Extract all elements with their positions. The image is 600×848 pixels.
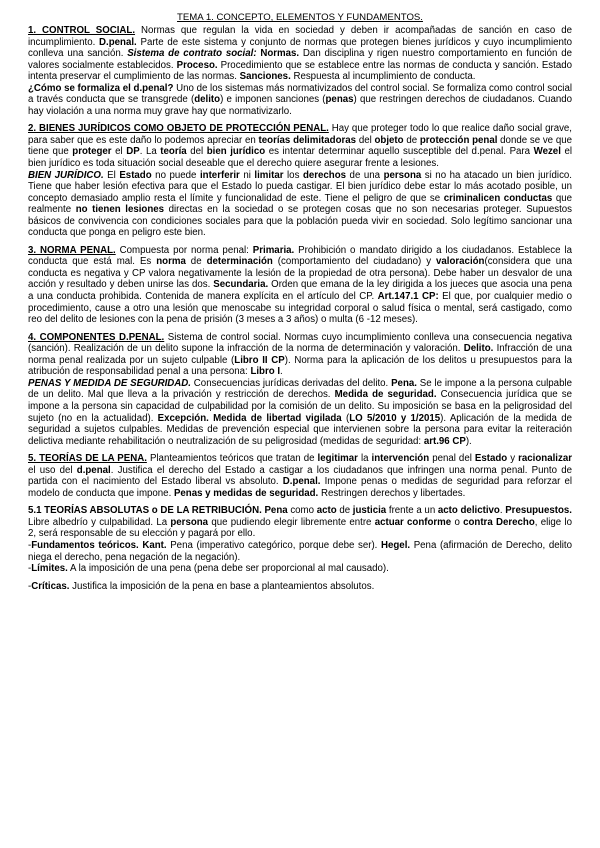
bold-term: norma <box>156 256 186 268</box>
text-run: los <box>283 169 303 181</box>
bold-term: Pena. <box>391 377 417 389</box>
bold-term: no tienen lesiones <box>75 204 165 216</box>
text-run: . La <box>139 146 161 158</box>
bold-term: justicia <box>352 505 387 517</box>
text-run: de <box>336 505 353 517</box>
bold-term: limitar <box>254 169 284 181</box>
section-heading: 1. CONTROL SOCIAL. <box>28 25 136 36</box>
text-run: el uso del <box>28 464 77 476</box>
text-run: Compuesta por norma penal: <box>115 244 253 256</box>
text-run: Normas que regulan la vida en sociedad y deben ir acompañadas de sanción en caso de incumplimiento. <box>28 25 572 48</box>
text-run: (considera que una conducta es negativa y CP valora negativamente la lesión de la propiedad de otra persona). Debe haber un desvalor de una acción y resultado y deben unirse las dos. <box>28 256 572 291</box>
text-run: y <box>507 453 519 465</box>
bold-term: persona <box>170 516 209 528</box>
text-run: Consecuencias jurídicas derivadas del delito. <box>190 377 392 389</box>
text-run: (comportamiento del ciudadano) y <box>272 256 437 268</box>
text-run: directas en la sociedad o se protegen cosas que no son necesarias proteger. Supuestos básicos de convivencia con condiciones sociales para que la población pueda vivir en sociedad. Solo legítimo sancionar una conducta que ponga en peligro este bien. <box>28 204 572 239</box>
bold-term: Primaria. <box>252 244 295 256</box>
bold-term: Wezel <box>533 146 561 158</box>
paragraph <box>28 245 572 326</box>
subheading: PENAS Y MEDIDA DE SEGURIDAD. <box>28 377 191 389</box>
text-run: es intentar determinar aquello susceptible del d.penal. Para <box>265 146 534 158</box>
bold-term: d.penal <box>76 464 111 476</box>
bold-term: interferir <box>199 169 240 181</box>
bold-term: penas <box>325 94 354 106</box>
bold-term: Libro I <box>250 366 281 378</box>
text-run: - <box>28 580 32 592</box>
bold-term: determinación <box>206 256 273 268</box>
document-title: TEMA 1. CONCEPTO, ELEMENTOS Y FUNDAMENTOS. <box>177 12 423 23</box>
section-heading: 2. BIENES JURÍDICOS COMO OBJETO DE PROTECCIÓN PENAL. <box>28 123 329 135</box>
bold-term: acto <box>316 505 337 517</box>
bold-term: D.penal. <box>99 36 137 48</box>
text-run: ( <box>341 412 350 424</box>
bold-term: Límites. <box>31 563 68 575</box>
paragraph <box>28 505 572 540</box>
text-run: Se le impone a la persona culpable de un delito. Mal que lleva a la privación y restricción de derechos. <box>28 377 572 401</box>
text-run: Orden que emana de la ley dirigida a los jueces que asocia una pena a una conducta prohibida. Contenida de manera explícita en el artículo del CP. <box>28 279 572 303</box>
text-run: no puede <box>151 169 200 181</box>
bold-term: Art.147.1 CP: <box>377 291 439 303</box>
text-run: Planteamientos teóricos que tratan de <box>146 453 318 465</box>
bold-term: 5.1 TEORÍAS ABSOLUTAS o DE LA RETRIBUCIÓN. Pena <box>28 505 288 517</box>
text-run: - <box>28 539 32 551</box>
paragraph <box>28 83 572 118</box>
bold-term: derechos <box>302 169 347 181</box>
text-run: Libre albedrío y culpabilidad. La <box>28 516 171 528</box>
text-run: el <box>111 146 127 158</box>
bold-term: racionalizar <box>518 453 572 465</box>
text-run: - <box>28 563 32 575</box>
text-run: El que, por cualquier medio o procedimiento, cause a otro una lesión que menoscabe su integridad corporal o salud física o mental, será castigado, como reo del delito de lesiones con la pena de prisión (3 meses a 3 años) o multa (6 -12 meses). <box>28 291 572 326</box>
bold-term: Fundamentos teóricos. Kant. <box>31 539 167 551</box>
bold-term: legitimar <box>317 453 358 465</box>
text-run: Sistema de control social. Normas cuyo incumplimiento conlleva una consecuencia negativa (sanción). Realización de un delito supone la infracción de la norma de determinación y valoración. <box>28 331 572 355</box>
text-run: el bien jurídico es toda situación social deseable que el derecho quiere asegurar frente a lesiones. <box>28 146 572 170</box>
document-body <box>28 25 572 592</box>
bold-term: valoración <box>436 256 485 268</box>
text-run: que pudiendo elegir libremente entre <box>208 516 375 528</box>
text-run: . <box>280 366 283 378</box>
bold-term: Estado <box>119 169 152 181</box>
text-run: , elige lo 2, será responsable de su elección y pagará por ello. <box>28 516 572 540</box>
text-run: Justifica la imposición de la pena en base a planteamientos absolutos. <box>69 580 375 592</box>
text-run: de <box>403 134 420 146</box>
text-run: Pena (afirmación de Derecho, delito niega el derecho, pena negación de la negación). <box>28 539 572 563</box>
text-run: A la imposición de una pena (pena debe ser proporcional al mal causado). <box>67 563 389 575</box>
text-run: Hay que proteger todo lo que realice daño social grave, para saber que es este daño lo podemos apreciar en <box>28 123 572 146</box>
bold-term: intervención <box>371 453 430 465</box>
bold-term: art.96 CP <box>423 435 466 447</box>
subheading: Sistema de contrato social: <box>127 48 257 60</box>
text-run: ) e imponen sanciones ( <box>220 94 326 106</box>
bold-term: Normas. <box>260 48 300 60</box>
text-run: ). Norma para la aplicación de los delitos u presupuestos para la atribución de responsabilidad penal a una persona: <box>28 354 573 378</box>
text-run: Parte de este sistema y conjunto de normas que protegen bienes jurídicos y cuyo incumplimiento conlleva una sanción. <box>28 36 572 60</box>
bold-term: teoría <box>160 146 187 158</box>
bold-term: delito <box>194 94 221 106</box>
bold-term: D.penal. <box>282 476 321 488</box>
paragraph <box>28 25 572 83</box>
text-run: de una <box>346 169 384 181</box>
subheading: BIEN JURÍDICO. <box>28 169 104 181</box>
bold-term: proteger <box>72 146 112 158</box>
bold-term: persona <box>383 169 422 181</box>
bold-term: objeto <box>374 134 404 146</box>
bold-term: protección penal <box>419 134 498 146</box>
text-run: si no ha atacado un bien jurídico. Tiene que haber lesión efectiva para que el Estado lo pueda castigar. El bien jurídico debe estar lo más acotado posible, un concepto demasiado amplio resta el límite y funcionalidad de este. Tiene el peligro de que se <box>28 169 572 204</box>
text-run: del <box>186 146 207 158</box>
paragraph <box>28 581 572 593</box>
text-run: ) que restringen derechos de ciudadanos. Cuando hay violación a una norma muy grave hay que normativizarlo. <box>28 94 572 117</box>
bold-term: teorías delimitadoras <box>258 134 357 146</box>
bold-term: Excepción. Medida de libertad vigilada <box>157 412 342 424</box>
bold-term: bien jurídico <box>206 146 266 158</box>
bold-term: actuar conforme <box>374 516 452 528</box>
bold-term: Penas y medidas de seguridad. <box>173 487 319 499</box>
text-run: frente a un <box>386 505 438 517</box>
section-heading: 5. TEORÍAS DE LA PENA. <box>28 453 147 465</box>
text-run: donde se ve que tiene que <box>28 134 572 158</box>
text-run: Infracción de una norma penal realizada por un sujeto culpable ( <box>28 343 572 366</box>
text-run: Prohibición o mandato dirigido a los ciudadanos. Establece la conducta que está mal. Es <box>28 244 572 268</box>
text-run: penal del <box>429 453 475 465</box>
paragraph <box>28 170 572 239</box>
bold-term: DP <box>126 146 140 158</box>
bold-term: Delito. <box>463 343 494 355</box>
bold-term: Libro II CP <box>234 354 285 366</box>
bold-term: Medida de seguridad. <box>334 389 437 401</box>
text-run: Pena (imperativo categórico, porque debe ser). <box>166 539 381 551</box>
bold-term: contra Derecho <box>463 516 535 528</box>
text-run: que realmente <box>28 192 572 216</box>
text-run: Uno de los sistemas más normativizados del control social. Se formaliza como control social a través conducta que se transgrede ( <box>28 82 572 106</box>
text-run: o <box>451 516 464 528</box>
text-run: . <box>499 505 506 517</box>
bold-term: Proceso. <box>176 59 218 71</box>
paragraph <box>28 332 572 378</box>
text-run: Procedimiento que se establece entre las normas de conducta y sanción. Estado intenta preservar el cumplimiento de las normas. <box>28 59 572 83</box>
text-run: ). Aplicación de la medida de seguridad a sujetos culpables. Medidas de prevención especial que intervienen sobre la persona para evitar la reiteración delictiva mediante rehabilitación o neutralización de su peligrosidad (medidas de seguridad: <box>28 412 572 447</box>
text-run: Impone penas o medidas de seguridad para reforzar el modelo de conducta que impone. <box>28 476 572 499</box>
bold-term: ¿Cómo se formaliza el d.penal? <box>28 82 174 94</box>
document-page <box>28 12 572 592</box>
text-run: . Justifica el derecho del Estado a castigar a los ciudadanos que infringen una norma penal. Punto de partida con el nacimiento del Estado liberal vs absoluto. <box>28 464 572 488</box>
bold-term: Presupuestos. <box>505 505 572 517</box>
text-run: como <box>287 505 317 517</box>
text-run: Consecuencia jurídica que se impone a la persona sin capacidad de culpabilidad por la comisión de un delito. Su imposición se basa en la peligrosidad del sujeto (no en la actualidad). <box>28 389 572 424</box>
section-heading: 3. NORMA PENAL. <box>28 244 116 256</box>
section-heading: 4. COMPONENTES D.PENAL. <box>28 331 165 343</box>
bold-term: acto delictivo <box>437 505 500 517</box>
bold-term: Sanciones. <box>239 71 291 83</box>
paragraph <box>28 378 572 447</box>
bold-term: criminalicen conductas <box>443 192 553 204</box>
text-run: de <box>185 256 207 268</box>
bold-term: Secundaria. <box>213 279 269 291</box>
paragraph <box>28 540 572 563</box>
text-run: El <box>103 169 120 181</box>
text-run: ). <box>465 435 472 447</box>
bold-term: Estado <box>474 453 508 465</box>
bold-term: LO 5/2010 y 1/2015 <box>349 412 441 424</box>
paragraph <box>28 123 572 169</box>
text-run: la <box>357 453 372 465</box>
text-run: Dan disciplina y rigen nuestro comportamiento en función de valores socialmente establecidos. <box>28 48 572 71</box>
text-run: Restringen derechos y libertades. <box>318 487 466 499</box>
paragraph <box>28 563 572 575</box>
paragraph <box>28 453 572 499</box>
text-run: Respuesta al incumplimiento de conducta. <box>290 71 476 83</box>
bold-term: Críticas. <box>31 580 70 592</box>
text-run: del <box>356 134 375 146</box>
text-run: ni <box>239 169 255 181</box>
bold-term: Hegel. <box>381 539 411 551</box>
